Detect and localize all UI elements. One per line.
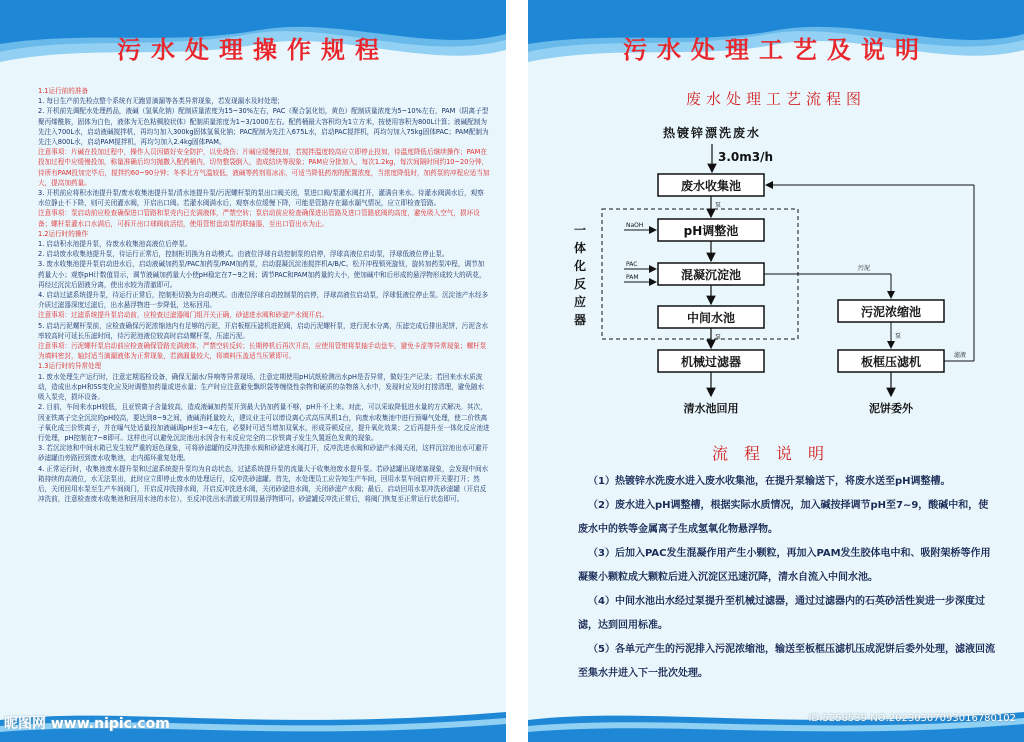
right-title: 污水处理工艺及说明 <box>623 36 929 64</box>
box-sludge-thick-label: 污泥浓缩池 <box>860 305 922 319</box>
box-ph-label: pH调整池 <box>683 224 739 238</box>
body-paragraph: 3. 开机前应将积水池提升泵/废水收集池提升泵/清水池提升泵/污泥螺杆泵的泵出口阀关闭，泵进口阀/泵灌水阀打开，灌满自来水。待灌水阀满水后，观察水位静止不下降，则可关闭灌水阀，开启出口阀。若灌水阀满水后，观察水位缓慢下降，可能是管路存在漏水漏气情况，应立即检查管路。 <box>38 189 484 208</box>
description-paragraph: （3）后加入PAC发生混凝作用产生小颗粒，再加入PAM发生胶体电中和、吸附架桥等作用凝聚小颗粒成大颗粒后进入沉淀区迅速沉降，清水自流入中间水池。 <box>578 548 991 583</box>
watermark-site: 昵图网 www.nipic.com <box>4 716 170 732</box>
chem-naoh: NaOH <box>626 222 644 229</box>
chem-pam: PAM <box>626 274 639 281</box>
box-mid-label: 中间水池 <box>686 311 736 325</box>
body-paragraph: 3. 若沉淀池和中间水箱已发生较严重的返色现象，可将砂滤罐的反冲洗排水阀和砂滤进水阀打开，反冲洗进水阀和砂滤产水阀关闭，这样沉淀池出水可避开砂滤罐由旁路回到废水收集池，走内循环重复处理。 <box>38 444 489 463</box>
pump-label: 泵 <box>715 202 722 209</box>
box-filter <box>658 350 764 372</box>
pump-label-2: 泵 <box>715 334 722 341</box>
watermark-id: ID:5258539 NO:20230307093016780102 <box>808 713 1016 724</box>
body-paragraph: 1. 废水处理生产运行时，注意定期巡检设备，确保无漏水/异响等异常现场，注意定期使用pH试纸检测出水pH是否异常，做好生产记录；若回来水水质波动，造成出水pH和SS变化应及时调整加药量或进水量；生产时应注意避免飘织袋等缠绕性杂物和硬质的杂物落入水中，发现时应及时打捞清理，避免随水吸入泵壳，损坏设备。 <box>38 372 485 402</box>
body-paragraph: 2. 启动废水收集池提升泵，待运行正常后，控制柜切换为自动模式。由液位浮球自动控制泵的启停，浮球高液位启动泵，浮球低液位停止泵。 <box>38 250 449 259</box>
integrated-reactor-label <box>573 223 586 327</box>
box-mid <box>658 306 764 328</box>
section-heading: 1.3运行时的异常处理 <box>38 362 102 371</box>
flow-rate-label: 3.0m3/h <box>718 150 774 164</box>
body-paragraph: 1. 启动积水池提升泵，待废水收集池高液位后停泵。 <box>38 240 192 249</box>
section-heading: 1.2运行时的操作 <box>38 229 89 238</box>
description-title: 流程说明 <box>711 444 840 463</box>
body-paragraph: 1. 每日生产前先检点整个系统有无跑冒滴漏等各类异常现象，若发现漏水及时处理； <box>38 97 284 106</box>
box-press-label: 板框压滤机 <box>860 355 922 369</box>
left-title: 污水处理操作规程 <box>117 36 389 64</box>
box-collect-label: 废水收集池 <box>680 179 742 193</box>
body-paragraph: 2. 开机前先调配水处理药品，液碱（氢氧化钠）配制质量浓度为15~30%左右，PAC（聚合氯化铝，黄色）配制质量浓度为5~10%左右，PAM（阴离子型聚丙烯酰胺，固体为白色，液体为无色粘稠胶状体）配制质量浓度为1~3/1000左右。配药桶最大容积均为1立方米，按使用容积为800L计算；液碱配制为先注入700L水，启动液碱搅拌机，再均匀加入300kg固体氢氧化钠；PAC配制为先注入675L水，启动PAC搅拌机，再均匀加入75kg固体PAC；PAM配制为先注入800L水，启动PAM搅拌机，再均匀加入2.4kg固体PAM。 <box>38 107 489 147</box>
output-sludge-cake: 泥饼委外 <box>869 402 913 415</box>
source-label: 热镀锌漂洗废水 <box>662 126 762 140</box>
body-paragraph: 4. 正常运行时，收集池废水提升泵和过滤系统提升泵均为自动状态，过滤系统提升泵的流量大于收集池废水提升泵。若砂滤罐出现堵塞现象，会发现中间水箱持续的高液位，水无法泵出，此时应立即停止废水的处理运行，反冲洗砂滤罐。首先，水处理员工应告知生产车间，回用水泵车间启停开关要打开；然后，关闭回用水泵至生产车间阀门，开启反冲洗排水阀，开启反冲洗进水阀，关闭砂滤进水阀，关闭砂滤产水阀；最后，启动回用水泵冲洗砂滤罐（开启反冲洗前，注意检查废水收集池和回用水池的水位），至反冲洗出水清澈无明显悬浮物即可。砂滤罐反冲洗正常后，将阀门恢复至正常运行状态即可。 <box>38 464 489 504</box>
sludge-label: 污泥 <box>858 265 871 272</box>
box-ph <box>658 219 764 241</box>
process-description <box>578 470 998 686</box>
box-press <box>838 350 944 372</box>
body-paragraph: 5. 启动污泥螺杆泵前，应检查确保污泥浓缩池内有足够的污泥，开启板框压滤机进泥阀，启动污泥螺杆泵，进行泥水分离，压滤完成后排出泥饼，污泥含水率较高时可延长压滤时间，待污泥池液位较高时启动螺杆泵，压滤污泥。 <box>38 321 489 340</box>
section-heading: 1.1运行前的准备 <box>38 87 89 95</box>
note-paragraph: 注意事项：过滤系统提升泵启动前，应检查过滤器阀门组开关正确，砂滤进水阀和砂滤产水阀开启。 <box>38 311 329 320</box>
note-paragraph: 注意事项：片碱在投加过程中，操作人员因做好安全防护，以免烧伤；片碱应缓慢投加，若搅拌温度较高应立即停止投加，待温度降低后继续操作；PAM在投加过程中应缓慢投加，称量准确后均匀抛撒入配药桶内，切勿整袋倒入，造成结块等现象；PAM应分批加入，每次1.2kg，每次间隔时间约10~20分钟，待所有PAM投加完毕后，搅拌约60~90分钟；冬季北方气温较低，液碱等药剂易冰冻，可适当降低药剂的配置浓度，当浓度降低时，加药泵的冲程应适当加大，提高加药量。 <box>38 148 490 187</box>
left-panel <box>0 0 506 742</box>
pump-label-3: 泵 <box>895 333 902 340</box>
output-clear-water: 清水池回用 <box>683 402 739 415</box>
body-paragraph: 3. 废水收集池提升泵启动进水后，启动液碱加药泵/PAC加药泵/PAM加药泵，启动混凝沉淀池搅拌机A/B/C。松开冲程锁死旋钮，旋转加药泵冲程，调节加药量大小；观察pH计数值显示，调节液碱加药量大小使pH稳定在7~9之间；调节PAC和PAM加药量的大小，使加碱中和后形成的悬浮物形成较大的矾花，再经过沉淀后固液分离，使出水较为清澈即可。 <box>38 260 486 289</box>
note-paragraph: 注意事项：污泥螺杆泵启动前应检查确保管路充满液体，严禁空转反转；长期停机后再次开启，应使用管钳将泵轴手动盘车，避免卡涩等异常现象；螺杆泵为填料密封，轴封适当滴漏液体为正常现象，若滴漏量较大，将填料压盖适当压紧即可。 <box>38 342 487 361</box>
box-coag-label: 混凝沉淀池 <box>680 268 742 282</box>
box-filter-label: 机械过滤器 <box>680 355 742 369</box>
description-paragraph: （2）废水进入pH调整槽，根据实际水质情况，加入碱按择调节pH至7~9，酸碱中和，使废水中的铁等金属离子生成氢氧化物悬浮物。 <box>578 500 989 535</box>
body-paragraph: 2. 目前，车间来水pH较低，且亚铁离子含量较高，造成液碱加药泵开到最大仍加药量不够，pH升不上来。对此，可以采取降低进水量的方式解决。其次，因亚铁离子完全沉淀的pH较高，要达到8~9之间，液碱消耗量较大，建议业主可以增设离心式高压风机1台，向废水收集池中进行预曝气处理，使二价铁离子氧化成三价铁离子，并在曝气处适量投加液碱调pH至3~4左右，必要时可适当增加双氧水，形成芬顿反应，提升氧化效果；之后再提升至一体化反应池进行处理，pH控制在7~8即可。这样也可以避免沉淀池出水因含有未反应完全的二价铁离子发生久置返色发黄的现象。 <box>38 403 490 442</box>
svg-text:一体化反应器: 一体化反应器 <box>573 223 587 327</box>
operation-procedure-text <box>38 86 490 504</box>
description-paragraph: （1）热镀锌水洗废水进入废水收集池，在提升泵输送下，将废水送至pH调整槽。 <box>588 476 951 487</box>
note-paragraph: 注意事项：泵启动前应检查确保进口管路和泵壳内已充满液体，严禁空转；泵启动前应检查确保进出管路及进口管路底阀的高度，避免吸入空气，损坏设备；螺杆泵灌水口水满后，可拆开出口球阀前活结，使用管钳盘动泵的联轴器，至出口管出水为止。 <box>38 209 480 228</box>
box-coag <box>658 263 764 285</box>
flowchart-title: 废水处理工艺流程图 <box>685 90 866 108</box>
process-flowchart <box>528 114 1024 434</box>
description-paragraph: （4）中间水池出水经过泵提升至机械过滤器，通过过滤器内的石英砂活性炭进一步深度过滤，达到回用标准。 <box>578 596 985 631</box>
description-paragraph: （5）各单元产生的污泥排入污泥浓缩池，输送至板框压滤机压成泥饼后委外处理，滤液回流至集水井进入下一批次处理。 <box>578 644 995 679</box>
box-collect <box>658 174 764 196</box>
filtrate-label: 滤液 <box>954 352 967 359</box>
box-sludge-thick <box>838 300 944 322</box>
body-paragraph: 4. 启动过滤系统提升泵，待运行正常后，控制柜切换为自动模式。由液位浮球自动控制泵的启停，浮球高液位启动泵，浮球低液位停止泵。沉淀池产水经多介质过滤器深度过滤后，出水悬浮物进一步降低，达标回用。 <box>38 291 489 310</box>
chem-pac: PAC <box>626 261 638 268</box>
right-panel <box>528 0 1024 742</box>
